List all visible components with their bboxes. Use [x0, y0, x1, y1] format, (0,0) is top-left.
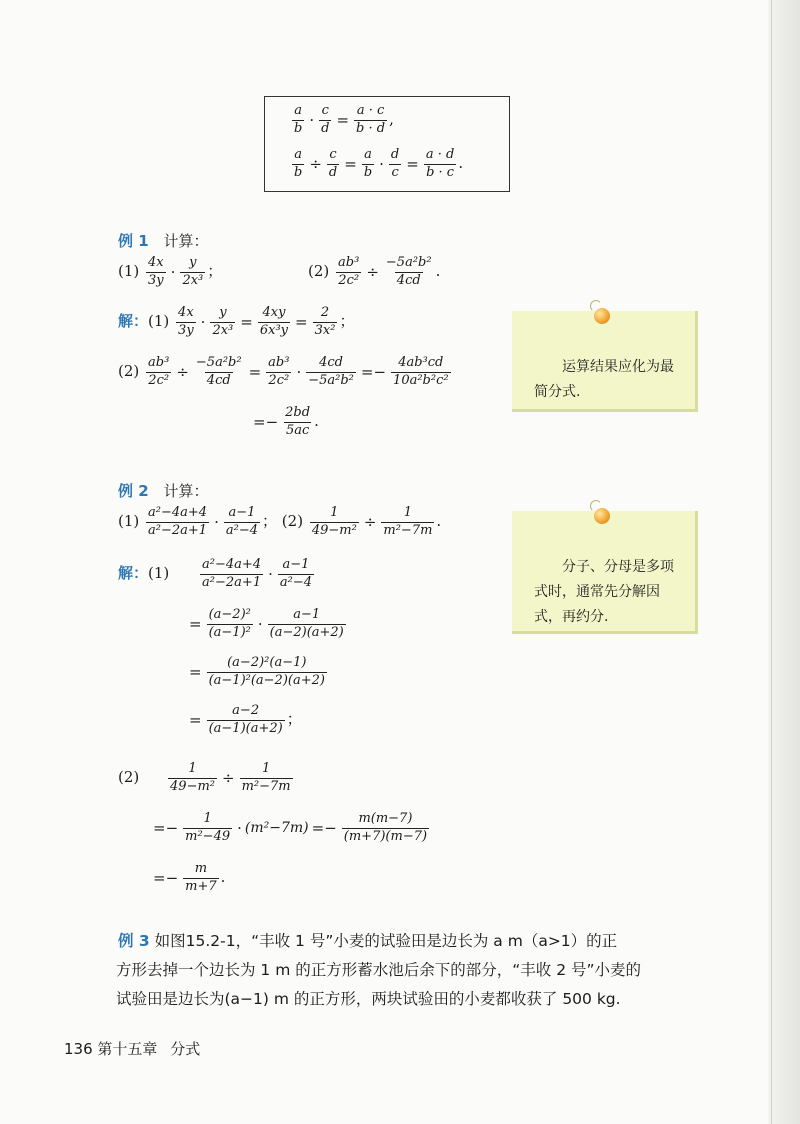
example-2-solution-1-line-2: = $\frac{\text{(a−2)²}}{\text{(a−1)²}}$ · $\frac{a-1}{(a-2)(a+2)}$ [189, 607, 344, 640]
tip-note-1 [512, 311, 698, 412]
fraction: $\frac{a}{b}$ [294, 103, 303, 136]
example-title: 计算： [163, 232, 209, 250]
example-label: 例 2 [118, 482, 149, 500]
tip-text: 分子、分母是多项式时，通常先分解因式，再约分. [534, 559, 674, 625]
solution-label: 解： [118, 564, 149, 583]
fraction: $\frac{a \cdot c}{b \cdot d}$ [356, 103, 386, 136]
page-number: 136 [64, 1040, 93, 1058]
fraction: $\frac{a}{b}$ [363, 147, 373, 180]
paragraph-line: 试验田是边长为(a−1) m 的正方形，两块试验田的小麦都收获了 500 kg. [116, 990, 621, 1008]
fraction: $\frac{1}{\text{m²−7m}}$ [383, 505, 433, 538]
fraction: $\frac{m}{m+7}$ [185, 861, 217, 894]
fraction: $\frac{\text{ab³}}{\text{2c²}}$ [268, 355, 290, 388]
example-2-solution-1-line-4: = $\frac{a-2}{(a-1)(a+2)}$ ； [189, 703, 302, 736]
example-1-solution-2-result: =− $\frac{2bd}{5ac}$ . [253, 405, 319, 438]
example-title: 计算： [163, 482, 209, 500]
fraction: $\frac{m(m-7)}{(m+7)(m-7)}$ [343, 811, 428, 844]
section-title: 分式 [170, 1040, 201, 1058]
example-1-solution-1: 解：(1) $\frac{4x}{3y}$ · $\frac{y}{\text{2x³}}$ = $\frac{4xy}{\text{6x³y}}$ = $\frac{2}{\text{3x²}}$ ； [118, 305, 355, 338]
example-2-heading [118, 480, 208, 501]
paragraph-line: 方形去掉一个边长为 1 m 的正方形蓄水池后余下的部分，“丰收 2 号”小麦的 [116, 961, 642, 979]
fraction: $\frac{1}{\text{49−m²}}$ [170, 761, 216, 794]
fraction: $\frac{c}{d}$ [328, 147, 338, 180]
rule-line-1: $\frac{a}{b}$ · $\frac{c}{d}$ = $\frac{a \cdot c}{b \cdot d}$ , [294, 103, 394, 136]
example-2-solution-2-line-1: (2) $\frac{1}{\text{49−m²}}$ ÷ $\frac{1}{\text{m²−7m}}$ [118, 761, 291, 794]
example-2-solution-2-line-2: =− $\frac{1}{\text{m²−49}}$ · (m²−7m) =− $\frac{m(m-7)}{(m+7)(m-7)}$ [153, 811, 428, 844]
pushpin-icon [594, 308, 610, 324]
example-label: 例 1 [118, 232, 149, 250]
rule-line-2: $\frac{a}{b}$ ÷ $\frac{c}{d}$ = $\frac{a}{b}$ · $\frac{d}{c}$ = $\frac{a \cdot d}{b \cdot c}$ . [294, 147, 464, 180]
fraction: $\frac{\text{(a−2)²}}{\text{(a−1)²}}$ [208, 607, 251, 640]
fraction: $\frac{2bd}{5ac}$ [285, 405, 311, 438]
solution-label: 解： [118, 312, 149, 331]
example-1-problem-2: (2) $\frac{\text{ab³}}{\text{2c²}}$ ÷ $\frac{\text{−5a²b²}}{4cd}$ . [308, 255, 441, 288]
example-1-heading [118, 230, 208, 251]
fraction: $\frac{a-1}{\text{a²−4}}$ [279, 557, 313, 590]
example-2-solution-2-line-3: =− $\frac{m}{m+7}$ . [153, 861, 226, 894]
fraction: $\frac{\text{a²−4a+4}}{\text{a²−2a+1}}$ [202, 557, 262, 590]
fraction: $\frac{1}{\text{m²−7m}}$ [241, 761, 291, 794]
fraction: $\frac{y}{\text{2x³}}$ [212, 305, 234, 338]
fraction: $\frac{y}{\text{2x³}}$ [182, 255, 204, 288]
example-2-problems: (1) $\frac{\text{a²−4a+4}}{\text{a²−2a+1}}$ · $\frac{a-1}{\text{a²−4}}$ ； (2) $\frac{1}{\text{49−m²}}$ ÷ $\frac{1}{\text{m²−7m}}$ . [118, 505, 442, 538]
page-edge-shadow [768, 0, 800, 1124]
example-2-solution-1-line-3: = $\frac{\text{(a−2)²(a−1)}}{\text{(a−1)²(a−2)(a+2)}}$ [189, 655, 325, 688]
fraction: $\frac{a-1}{\text{a²−4}}$ [225, 505, 258, 538]
fraction: $\frac{a-2}{(a-1)(a+2)}$ [208, 703, 283, 736]
fraction: $\frac{\text{ab³}}{\text{2c²}}$ [148, 355, 170, 388]
example-3-paragraph [118, 927, 708, 1014]
example-1-problem-1: (1) $\frac{4x}{3y}$ · $\frac{y}{\text{2x³}}$ ； [118, 255, 223, 288]
fraction: $\frac{a-1}{(a-2)(a+2)}$ [269, 607, 344, 640]
fraction: $\frac{4cd}{\text{−5a²b²}}$ [308, 355, 354, 388]
example-2-solution-1-line-1: 解：(1) $\frac{\text{a²−4a+4}}{\text{a²−2a+1}}$ · $\frac{a-1}{\text{a²−4}}$ [118, 557, 313, 590]
fraction: $\frac{\text{a²−4a+4}}{\text{a²−2a+1}}$ [148, 505, 208, 538]
fraction: $\frac{a \cdot d}{b \cdot c}$ [425, 147, 455, 180]
fraction: $\frac{\text{(a−2)²(a−1)}}{\text{(a−1)²(a−2)(a+2)}}$ [208, 655, 325, 688]
fraction: $\frac{4x}{3y}$ [148, 255, 164, 288]
paragraph-line: 如图15.2-1，“丰收 1 号”小麦的试验田是边长为 a m（a>1）的正 [154, 932, 618, 950]
fraction: $\frac{\text{−5a²b²}}{4cd}$ [385, 255, 432, 288]
page-edge-line [771, 0, 772, 1124]
fraction: $\frac{\text{4ab³cd}}{\text{10a²b²c²}}$ [393, 355, 449, 388]
fraction: $\frac{\text{−5a²b²}}{4cd}$ [195, 355, 242, 388]
fraction: $\frac{\text{ab³}}{\text{2c²}}$ [338, 255, 360, 288]
tip-note-2 [512, 511, 698, 634]
page-footer [64, 1038, 200, 1059]
example-1-solution-2: (2) $\frac{\text{ab³}}{\text{2c²}}$ ÷ $\frac{\text{−5a²b²}}{4cd}$ = $\frac{\text{ab³}}{\text{2c²}}$ · $\frac{4cd}{\text{−5a²b²}}$ =− $\frac{\text{4ab³cd}}{\text{10a²b²c²}}$ [118, 355, 449, 388]
chapter-title: 第十五章 [97, 1040, 158, 1058]
fraction: $\frac{c}{d}$ [321, 103, 330, 136]
fraction: $\frac{4xy}{\text{6x³y}}$ [259, 305, 289, 338]
tip-text: 运算结果应化为最简分式. [534, 359, 674, 400]
fraction: $\frac{d}{c}$ [390, 147, 400, 180]
fraction: $\frac{1}{\text{49−m²}}$ [311, 505, 357, 538]
fraction: $\frac{1}{\text{m²−49}}$ [185, 811, 231, 844]
fraction: $\frac{4x}{3y}$ [178, 305, 194, 338]
example-label: 例 3 [118, 932, 150, 950]
fraction: $\frac{2}{\text{3x²}}$ [314, 305, 336, 338]
pushpin-icon [594, 508, 610, 524]
fraction: $\frac{a}{b}$ [294, 147, 303, 180]
